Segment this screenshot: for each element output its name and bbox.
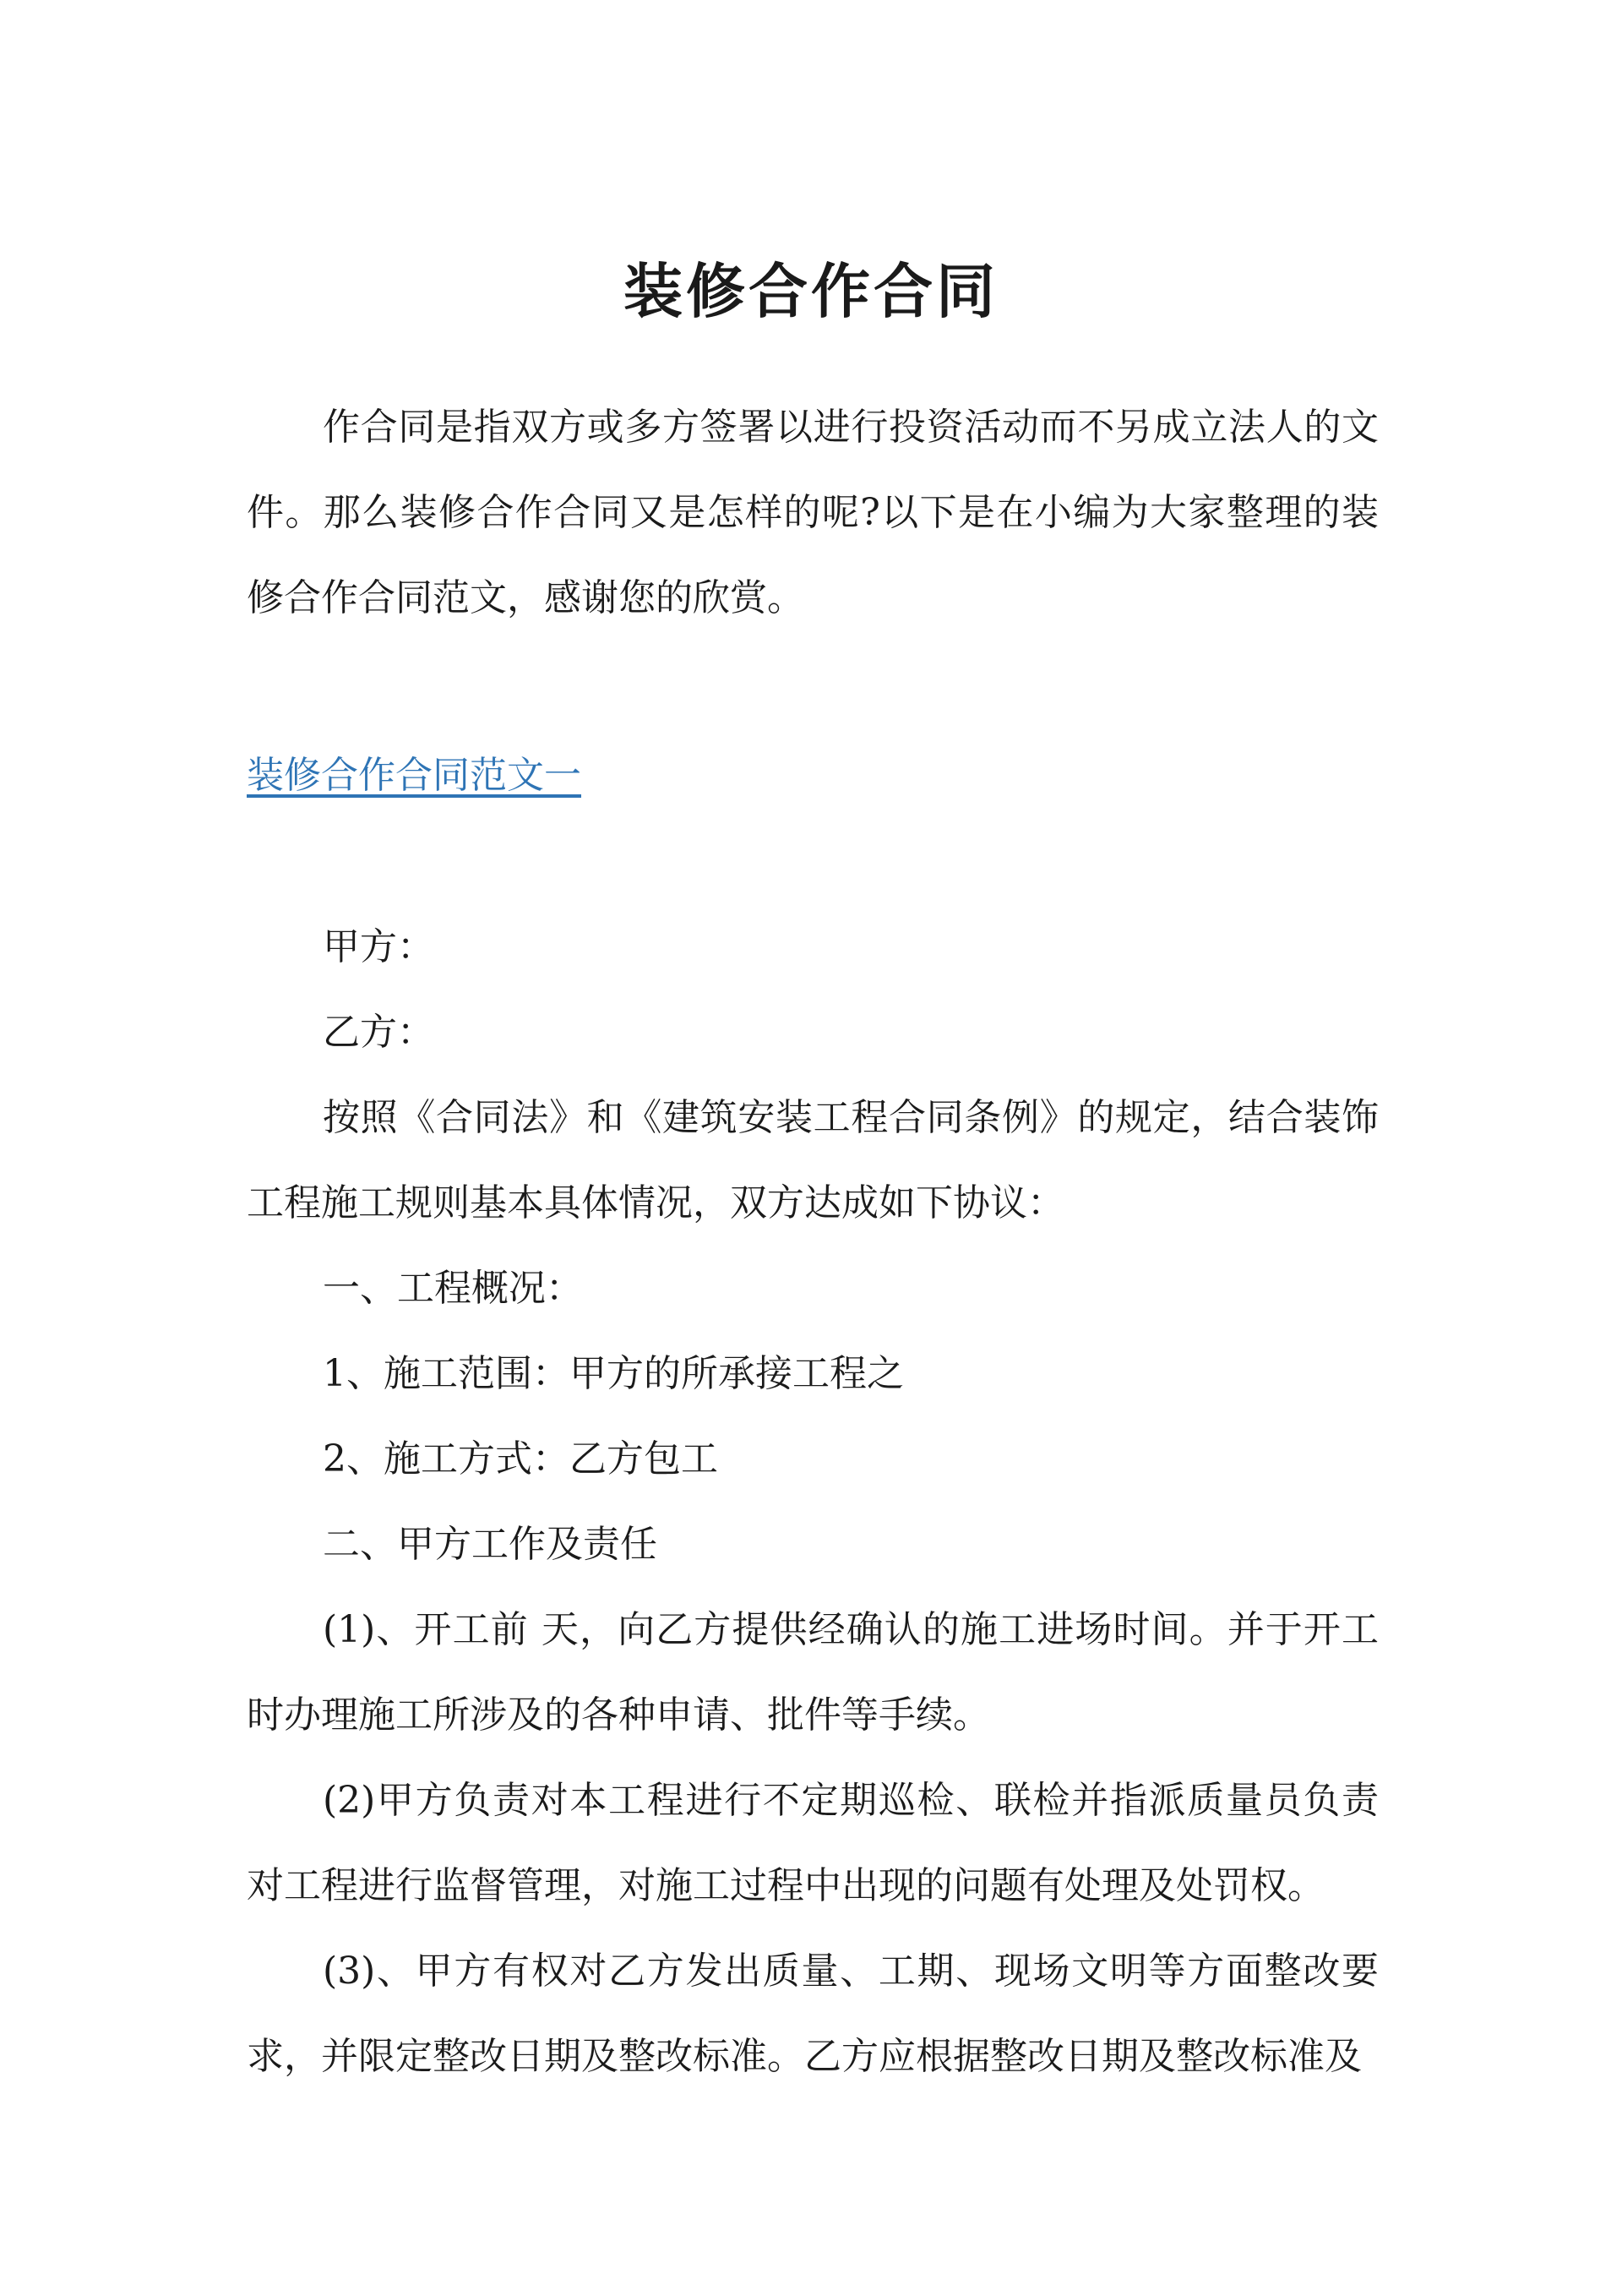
agreement-preamble: 按照《合同法》和《建筑安装工程合同条例》的规定，结合装饰工程施工规则基本具体情况，双方达成如下协议： [247, 1096, 1379, 1224]
clause-heading-2: 二、甲方工作及责任 [323, 1523, 657, 1566]
document-title: 装修合作合同 [623, 256, 999, 326]
section-heading-link[interactable]: 装修合作合同范文一 [247, 754, 581, 797]
intro-paragraph: 作合同是指双方或多方签署以进行投资活动而不另成立法人的文件。那么装修合作合同又是怎样的呢?以下是在小编为大家整理的装修合作合同范文，感谢您的欣赏。 [247, 406, 1379, 619]
clause-1-2: 2、施工方式：乙方包工 [323, 1437, 718, 1481]
clause-1-1: 1、施工范围：甲方的所承接工程之 [323, 1352, 904, 1395]
clause-2-3: (3)、甲方有权对乙方发出质量、工期、现场文明等方面整改要求，并限定整改日期及整改标准。乙方应根据整改日期及整改标准及 [247, 1950, 1379, 2078]
clause-2-1: (1)、开工前 天，向乙方提供经确认的施工进场时间。并于开工时办理施工所涉及的各种申请、批件等手续。 [247, 1608, 1379, 1737]
party-b-line: 乙方： [323, 1011, 434, 1054]
clause-2-2: (2)甲方负责对本工程进行不定期巡检、联检并指派质量员负责对工程进行监督管理，对施工过程中出现的问题有处理及处罚权。 [247, 1779, 1379, 1907]
party-a-line: 甲方： [323, 925, 434, 968]
clause-heading-1: 一、工程概况： [323, 1267, 583, 1310]
